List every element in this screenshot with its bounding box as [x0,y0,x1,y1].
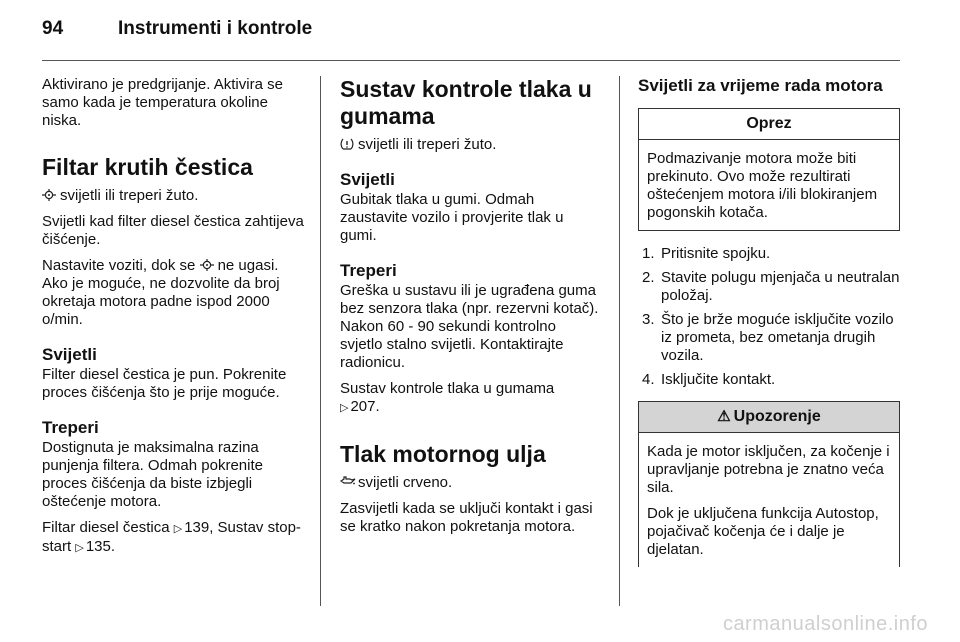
oil-text: Zasvijetli kada se uključi kontakt i gasi se kratko nakon pokretanja motora. [340,500,593,535]
list-item: 1. Pritisnite spojku. [642,245,771,262]
warning-triangle-icon: ⚠ [717,408,731,425]
subsection-title-treperi: Treperi [340,261,397,280]
warning-paragraph-1: Kada je motor isključen, za kočenje i upravljanje potrebna je znatno veća sila. [647,443,890,496]
subsection-title-treperi: Treperi [42,418,99,437]
steps-list [638,245,900,389]
dpf-filter-icon [42,188,56,200]
oil-status: svijetli crveno. [340,474,602,492]
page-header [42,18,312,40]
reference-line: Sustav kontrole tlaka u gumama ▷ 207. [340,380,555,415]
warning-paragraph-2: Dok je uključena funkcija Autostop, pojačivač kočenja će i dalje je djelatan. [647,505,879,558]
header-rule [42,60,900,61]
watermark: carmanualsonline.info [722,613,928,635]
warning-box [638,401,900,567]
caution-box [638,108,900,231]
reference-arrow-icon: ▷ [173,523,183,535]
filter-paragraph-2: Nastavite voziti, dok se ne ugasi. Ako je moguće, ne dozvolite da broj okretaja motora padne ispod 2000 o/min. [42,257,280,328]
column-3 [638,76,900,581]
list-item: 4. Isključite kontakt. [642,371,776,388]
subsection-title-svijetli: Svijetli [42,345,97,364]
reference-arrow-icon: ▷ [75,542,84,554]
caution-text: Podmazivanje motora može biti prekinuto. Ovo može rezultirati oštećenjem motora i/ili blokiranjem pogonskih kotača. [647,150,878,221]
list-item: 2. Stavite polugu mjenjača u neutralan položaj. [642,269,900,304]
subsection-title-svijetli: Svijetli [340,170,395,189]
page-title: Instrumenti i kontrole [118,18,313,39]
section-title-tpms: Sustav kontrole tlaka u gumama [340,76,592,129]
column-divider [320,76,321,606]
tire-pressure-icon [340,137,354,149]
svijetli-text: Filter diesel čestica je pun. Pokrenite proces čišćenja što je prije moguće. [42,366,287,401]
column-2 [340,76,602,544]
svijetli-text: Gubitak tlaka u gumi. Odmah zaustavite vozilo i provjerite tlak u gumi. [340,191,564,244]
tpms-status: svijetli ili treperi žuto. [340,136,602,154]
treperi-text: Dostignuta je maksimalna razina punjenja filtera. Odmah pokrenite proces čišćenja da biste izbjegli oštećenje motora. [42,439,263,510]
section-title-oil-pressure: Tlak motornog ulja [340,441,546,467]
oil-can-icon [340,475,354,487]
warning-heading: ⚠ Upozorenje [639,402,899,433]
intro-text: Aktivirano je predgrijanje. Aktivira se samo kada je temperatura okoline niska. [42,76,283,129]
list-item: 3. Što je brže moguće isključite vozilo iz prometa, bez ometanja drugih vozila. [642,311,894,364]
filter-paragraph-1: Svijetli kad filter diesel čestica zahtijeva čišćenje. [42,213,304,248]
filter-status: svijetli ili treperi žuto. [42,187,304,205]
section-title-filter: Filtar krutih čestica [42,154,253,180]
dpf-filter-icon [200,258,214,270]
warning-body [639,433,899,567]
page-number: 94 [42,18,64,39]
column-1 [42,76,304,565]
reference-line: Filtar diesel čestica ▷ 139, Sustav stop-start ▷ 135. [42,519,301,555]
section-title-engine-running: Svijetli za vrijeme rada motora [638,76,883,95]
treperi-text: Greška u sustavu ili je ugrađena guma bez senzora tlaka (npr. rezervni kotač). Nakon 60 - 90 sekundi kontrolno svjetlo stalno svijetli. Kontaktirajte radionicu. [340,282,599,371]
reference-arrow-icon: ▷ [340,402,349,414]
column-divider [619,76,620,606]
caution-heading: Oprez [639,109,899,140]
